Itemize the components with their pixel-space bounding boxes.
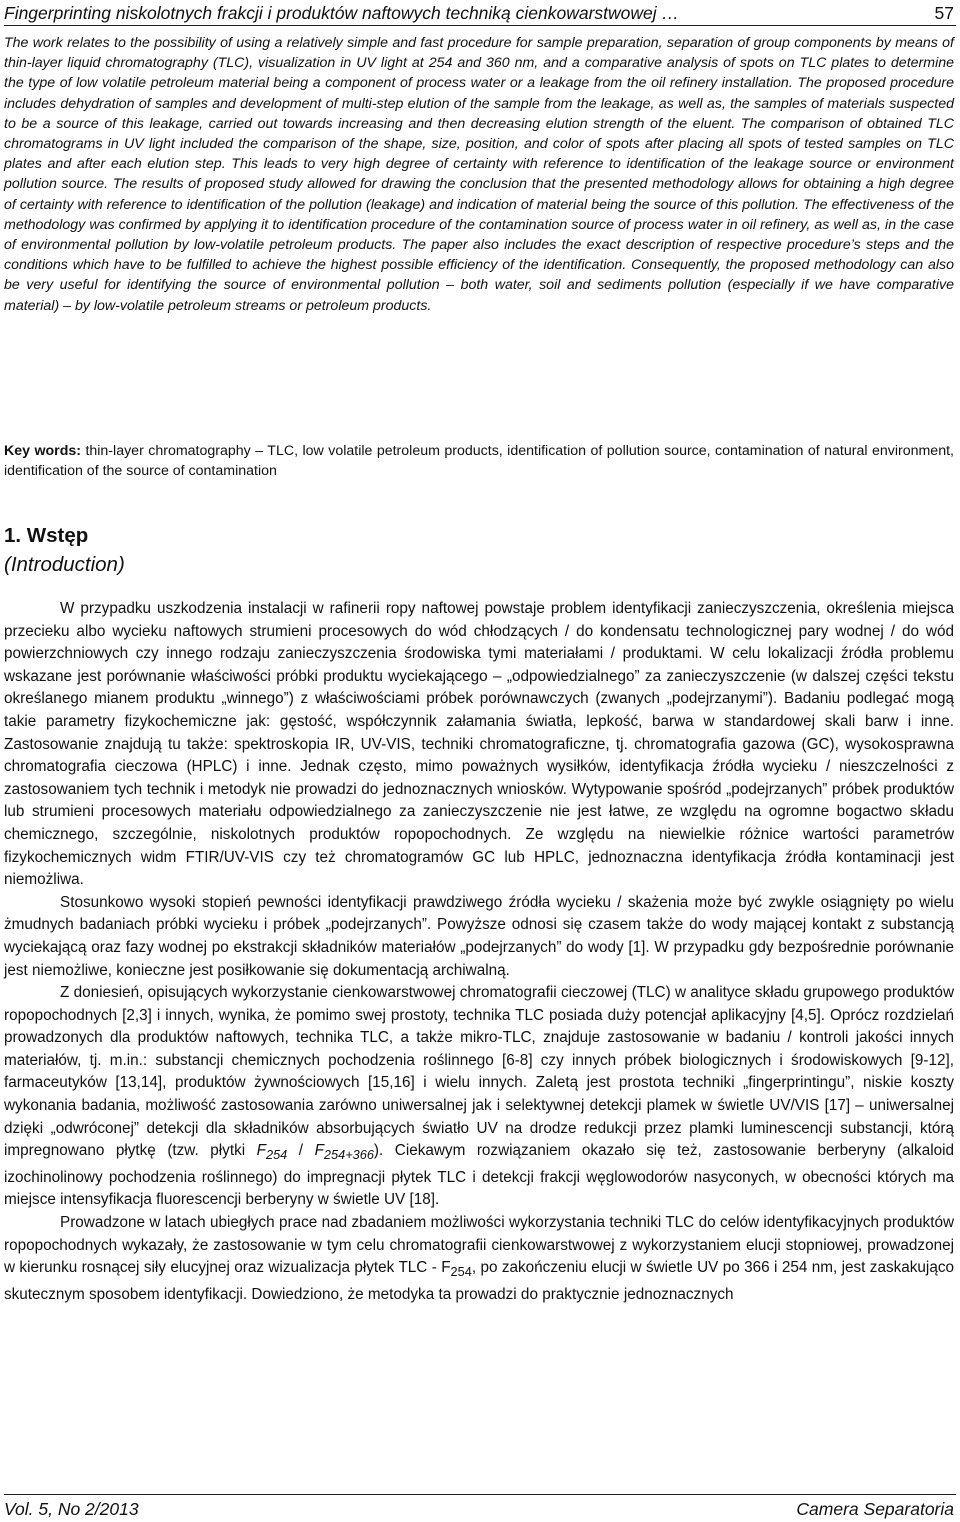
running-footer xyxy=(4,1494,956,1521)
footer-journal: Camera Separatoria xyxy=(796,1499,954,1519)
paragraph-4-subscript: 254 xyxy=(450,1264,472,1280)
running-header-title: Fingerprinting niskolotnych frakcji i produktów naftowych techniką cienkowarstwowej … xyxy=(4,3,680,23)
running-header xyxy=(4,3,956,26)
paragraph-4-part-b: , po zakończeniu elucji w świetle UV po 366 i 254 nm, jest zaskakująco skutecznym sposobem identyfikacji. Dowiedziono, że metodyka ta prowadzi do praktycznie jednoznacznych xyxy=(4,1259,954,1303)
abstract-text: The work relates to the possibility of using a relatively simple and fast procedure for sample preparation, separation of group components by means of thin-layer liquid chromatography (TLC), visualization in UV light at 254 and 360 nm, and a comparative analysis of spots on TLC plates to determine the type of low volatile petroleum material being a component of process water or a leakage from the oil refinery installation. The proposed procedure includes dehydration of samples and development of multi-step elution of the sample from the leakage, as well as, the samples of materials suspected to be a source of this leakage, carried out towards increasing and then decreasing elution strength of the eluent. The comparison of obtained TLC chromatograms in UV light included the comparison of the shape, size, position, and color of spots after placing all spots of tested samples on TLC plates and after each elution step. This leads to very high degree of certainty with reference to identification of the leakage source or environment pollution source. The results of proposed study allowed for drawing the conclusion that the presented methodology allows for obtaining a high degree of certainty with reference to identification of the pollution (leakage) and indication of material being the source of this pollution. The effectiveness of the methodology was confirmed by applying it to identification procedure of the contamination source of process water in oil refinery, as well as, in the case of environmental pollution by low-volatile petroleum products. The paper also includes the exact description of respective procedure’s steps and the conditions which have to be fulfilled to achieve the highest possible efficiency of the identification. Consequently, the proposed methodology can also be very useful for identifying the source of environmental pollution – both water, soil and sediments pollution (especially if we have comparative material) – by low-volatile petroleum streams or petroleum products. xyxy=(4,35,954,314)
section-number-title: 1. Wstęp xyxy=(4,524,89,547)
paragraph-3 xyxy=(4,982,954,1212)
body-text xyxy=(4,598,954,1307)
page-number: 57 xyxy=(934,3,954,23)
section-heading xyxy=(4,521,125,579)
footer-volume: Vol. 5, No 2/2013 xyxy=(4,1499,139,1519)
paragraph-3-part-b: ). Ciekawym rozwiązaniem okazało się też, zastosowanie berberyny (alkaloid izochinolinowy pochodzenia roślinnego) do impregnacji płytek TLC i detekcji frakcji węglowodorów nasyconych, w obecności których ma miejsce intensyfikacja fluorescencji berberyny w świetle UV [18]. xyxy=(4,1142,955,1209)
paragraph-1: W przypadku uszkodzenia instalacji w rafinerii ropy naftowej powstaje problem identyfikacji zanieczyszczenia, określenia miejsca przecieku albo wycieku naftowych strumieni procesowych do wód chłodzących / do kondensatu technologicznej pary wodnej / do wód powierzchniowych czy innego rodzaju zanieczyszczenia środowiska tymi materiałami / produktami. W celu lokalizacji źródła problemu wskazane jest porównanie właściwości próbki produktu wyciekającego – „odpowiedzialnego” za zanieczyszczenie (w dalszej części tekstu określanego mianem produktu „winnego”) z właściwościami próbek porównawczych (zwanych „podejrzanymi”). Badaniu podlegać mogą takie parametry fizykochemiczne jak: gęstość, współczynnik załamania światła, lepkość, barwa w standardowej skali barw i inne. Zastosowanie znajdują tu także: spektroskopia IR, UV-VIS, techniki chromatograficzne, tj. chromatografia gazowa (GC), wysokosprawna chromatografia cieczowa (HPLC) i inne. Jednak często, mimo poważnych wysiłków, identyfikacja źródła wycieku / nieszczelności z zastosowaniem tych technik i metodyk nie prowadzi do jednoznacznych wniosków. Wytypowanie spośród „podejrzanych” próbek produktów lub strumieni procesowych materiału odpowiedzialnego za zanieczyszczenie nie jest łatwe, ze względu na ogromne bogactwo składu chemicznego, szczególnie, niskolotnych produktów ropopochodnych. Ze względu na niewielkie różnice wartości parametrów fizykochemicznych widm FTIR/UV-VIS czy też chromatogramów GC lub HPLC, jednoznaczna identyfikacja źródła kontaminacji jest niemożliwa. xyxy=(4,600,954,889)
paragraph-3-part-a: Z doniesień, opisujących wykorzystanie cienkowarstwowej chromatografii cieczowej (TLC) w analityce składu grupowego produktów ropopochodnych [2,3] i innych, wynika, że pomimo swej prostoty, technika TLC posiada duży potencjał aplikacyjny [4,5]. Oprócz rozdzielań prowadzonych dla produktów naftowych, technika TLC, a także mikro-TLC, znajduje zastosowanie w badaniu / kontroli jakości innych materiałów, tj. m.in.: substancji chemicznych pochodzenia roślinnego [6-8] czy innych próbek biologicznych i środowiskowych [9-12], farmaceutyków [13,14], produktów żywnościowych [15,16] i wielu innych. Zaletą jest prostota techniki „fingerprintingu”, niskie koszty wykonania badania, możliwość zastosowania zarówno uniwersalnej jak i selektywnej detekcji plamek w świetle UV/VIS [17] – uniwersalnej dzięki „odwróconej” detekcji dla składników absorbujących światło UV na drodze redukcji przez plamki luminescencji substancji, którą impregnowano płytkę (tzw. płytki xyxy=(4,984,954,1160)
paragraph-4 xyxy=(4,1212,954,1306)
keywords-text: thin-layer chromatography – TLC, low volatile petroleum products, identification of pollution source, contamination of natural environment, identification of the source of contamination xyxy=(4,443,954,480)
paragraph-4-part-a: Prowadzone w latach ubiegłych prace nad zbadaniem możliwości wykorzystania techniki TLC do celów identyfikacyjnych produktów ropopochodnych wykazały, że zastosowanie w tym celu chromatografii cienkowarstwowej z wykorzystaniem elucji stopniowej, prowadzonej w kierunku rosnącej siły elucyjnej oraz wizualizacja płytek TLC - F xyxy=(4,1214,954,1277)
plate-f254: $F_{254}$ xyxy=(256,1142,288,1163)
keywords-label: Key words: xyxy=(4,443,81,459)
keywords xyxy=(4,441,954,481)
section-subtitle: (Introduction) xyxy=(4,553,125,576)
paragraph-2: Stosunkowo wysoki stopień pewności identyfikacji prawdziwego źródła wycieku / skażenia może być zwykle osiągnięty po wielu żmudnych badaniach próbki wycieku i próbek „podejrzanych”. Powyższe odnosi się czasem także do wody mającej kontakt z substancją wyciekającą oraz fazy wodnej po ekstrakcji składników materiałów „podejrzanych” do wody [1]. W przypadku gdy bezpośrednie porównanie jest niemożliwe, konieczne jest posiłkowanie się dokumentacją archiwalną. xyxy=(4,893,954,979)
plate-f254-366: $F_{254+366}$ xyxy=(314,1142,374,1163)
plate-slash: / xyxy=(287,1142,315,1160)
